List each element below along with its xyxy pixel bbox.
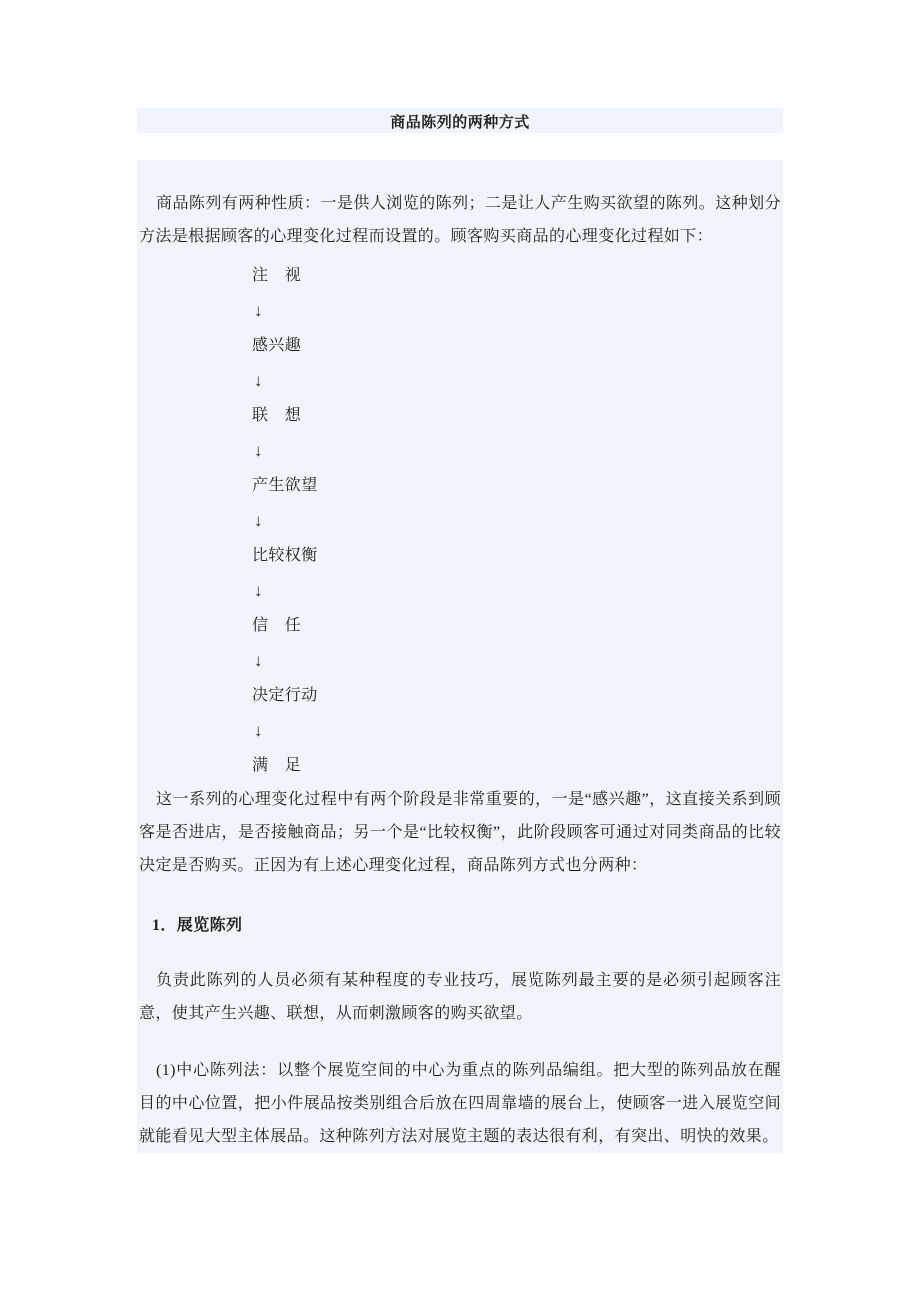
section1-heading: 1．展览陈列: [152, 917, 243, 934]
flow-step-comparison: 比较权衡: [252, 547, 318, 564]
down-arrow-icon: ↓: [254, 651, 263, 670]
document-title: 商品陈列的两种方式: [390, 115, 530, 131]
down-arrow-icon: ↓: [254, 721, 263, 740]
down-arrow-icon: ↓: [254, 511, 263, 530]
analysis-paragraph: 这一系列的心理变化过程中有两个阶段是非常重要的，一是“感兴趣”，这直接关系到顾客是否进店，是否接触商品；另一个是“比较权衡”，此阶段顾客可通过对同类商品的比较决定是否购买。正因为有上述心理变化过程，商品陈列方式也分两种：: [139, 791, 781, 874]
down-arrow-icon: ↓: [254, 301, 263, 320]
flow-step-action: 决定行动: [252, 687, 318, 704]
intro-paragraph: 商品陈列有两种性质：一是供人浏览的陈列；二是让人产生购买欲望的陈列。这种划分方法是根据顾客的心理变化过程而设置的。顾客购买商品的心理变化过程如下：: [139, 195, 781, 245]
down-arrow-icon: ↓: [254, 371, 263, 390]
flow-step-desire: 产生欲望: [252, 477, 318, 494]
content-band: [137, 160, 783, 1153]
title-band: [137, 108, 783, 133]
flow-step-attention: 注 视: [252, 267, 302, 284]
down-arrow-icon: ↓: [254, 581, 263, 600]
psychology-flow: [139, 258, 781, 783]
section1-paragraph: 负责此陈列的人员必须有某种程度的专业技巧，展览陈列最主要的是必须引起顾客注意，使其产生兴趣、联想，从而刺激顾客的购买欲望。: [139, 972, 781, 1022]
flow-step-satisfaction: 满 足: [252, 757, 302, 774]
flow-step-trust: 信 任: [252, 617, 302, 634]
method1-paragraph: (1)中心陈列法：以整个展览空间的中心为重点的陈列品编组。把大型的陈列品放在醒目的中心位置，把小件展品按类别组合后放在四周靠墙的展台上，使顾客一进入展览空间就能看见大型主体展品。这种陈列方法对展览主题的表达很有利，有突出、明快的效果。: [139, 1062, 781, 1145]
flow-step-association: 联 想: [252, 407, 302, 424]
down-arrow-icon: ↓: [254, 441, 263, 460]
flow-step-interest: 感兴趣: [252, 337, 302, 354]
